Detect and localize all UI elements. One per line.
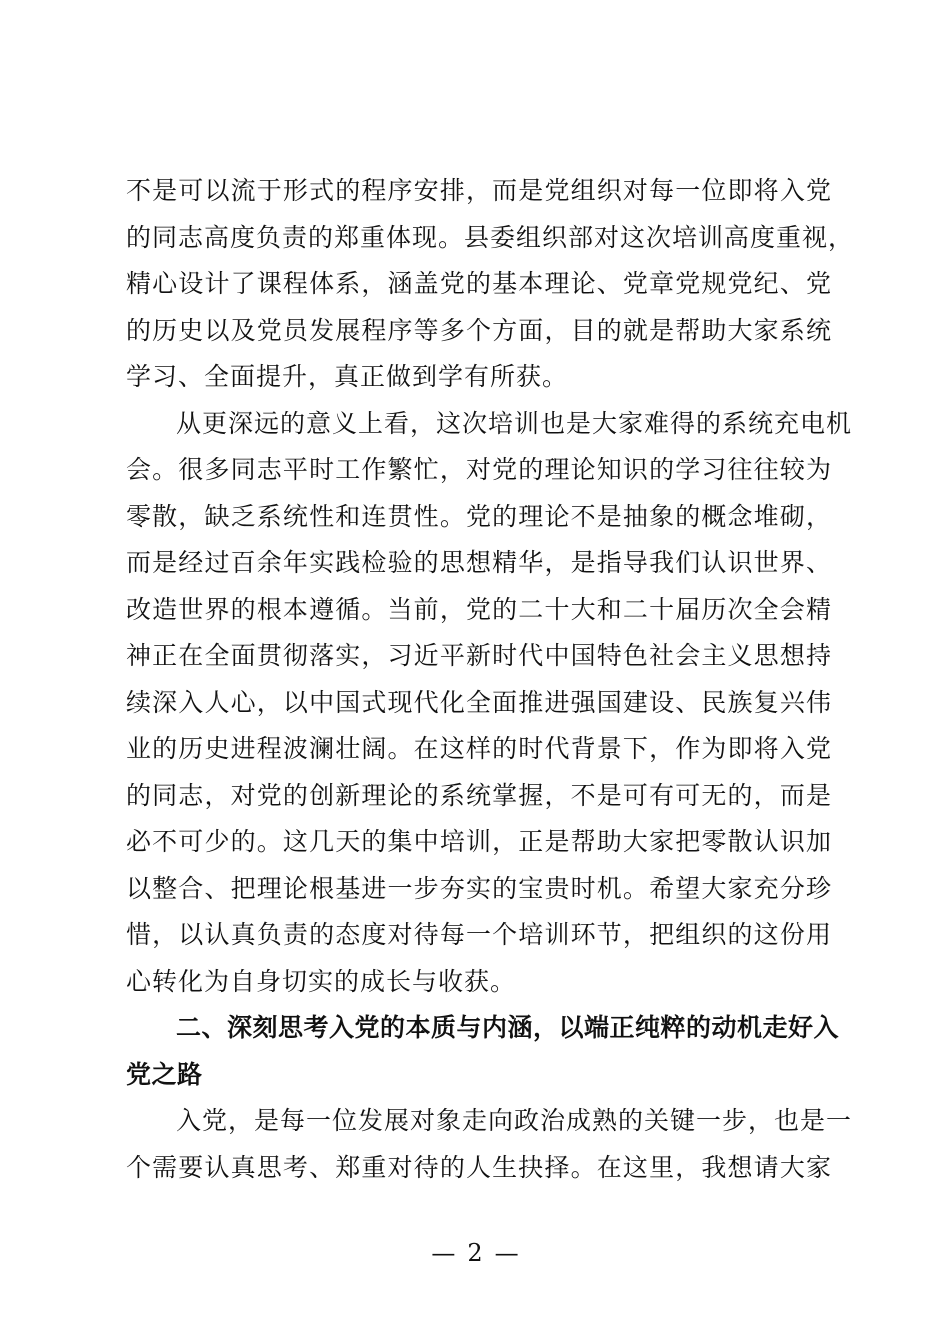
- text-line: 改造世界的根本遵循。当前，党的二十大和二十届历次全会精: [126, 594, 832, 624]
- text-line: 惜，以认真负责的态度对待每一个培训环节，把组织的这份用: [126, 920, 832, 949]
- text-line: 不是可以流于形式的程序安排，而是党组织对每一位即将入党: [126, 176, 832, 205]
- paragraph: [126, 1098, 853, 1191]
- heading-line: 二、深刻思考入党的本质与内涵，以端正纯粹的动机走好入: [176, 1013, 840, 1042]
- footer-dash-right: —: [494, 1239, 519, 1267]
- text-line: 业的历史进程波澜壮阔。在这样的时代背景下，作为即将入党: [126, 734, 832, 763]
- text-line: 神正在全面贯彻落实，习近平新时代中国特色社会主义思想持: [126, 641, 832, 670]
- text-line: 以整合、把理论根基进一步夯实的宝贵时机。希望大家充分珍: [126, 873, 832, 903]
- text-line: 零散，缺乏系统性和连贯性。党的理论不是抽象的概念堆砌，: [126, 501, 832, 531]
- text-line: 的历史以及党员发展程序等多个方面，目的就是帮助大家系统: [126, 315, 832, 345]
- footer-dash-left: —: [431, 1239, 456, 1267]
- body-text: [126, 168, 855, 1191]
- text-line: 的同志高度负责的郑重体现。县委组织部对这次培训高度重视，: [126, 222, 855, 252]
- text-line: 入党，是每一位发展对象走向政治成熟的关键一步，也是一: [176, 1106, 853, 1135]
- text-line: 学习、全面提升，真正做到学有所获。: [126, 362, 569, 391]
- page-footer: [0, 1238, 950, 1268]
- section-heading: [126, 1005, 840, 1098]
- text-line: 而是经过百余年实践检验的思想精华，是指导我们认识世界、: [126, 548, 832, 577]
- paragraph: [126, 168, 855, 401]
- text-line: 精心设计了课程体系，涵盖党的基本理论、党章党规党纪、党: [126, 269, 832, 298]
- text-line: 续深入人心，以中国式现代化全面推进强国建设、民族复兴伟: [126, 687, 832, 717]
- paragraph: [126, 401, 853, 1006]
- text-line: 的同志，对党的创新理论的系统掌握，不是可有可无的，而是: [126, 780, 832, 810]
- text-line: 必不可少的。这几天的集中培训，正是帮助大家把零散认识加: [126, 827, 832, 856]
- heading-line: 党之路: [126, 1059, 203, 1089]
- text-line: 会。很多同志平时工作繁忙，对党的理论知识的学习往往较为: [126, 455, 832, 484]
- text-line: 从更深远的意义上看，这次培训也是大家难得的系统充电机: [176, 408, 853, 438]
- text-line: 心转化为自身切实的成长与收获。: [126, 966, 517, 996]
- page-number: 2: [467, 1239, 483, 1267]
- text-line: 个需要认真思考、郑重对待的人生抉择。在这里，我想请大家: [126, 1152, 832, 1182]
